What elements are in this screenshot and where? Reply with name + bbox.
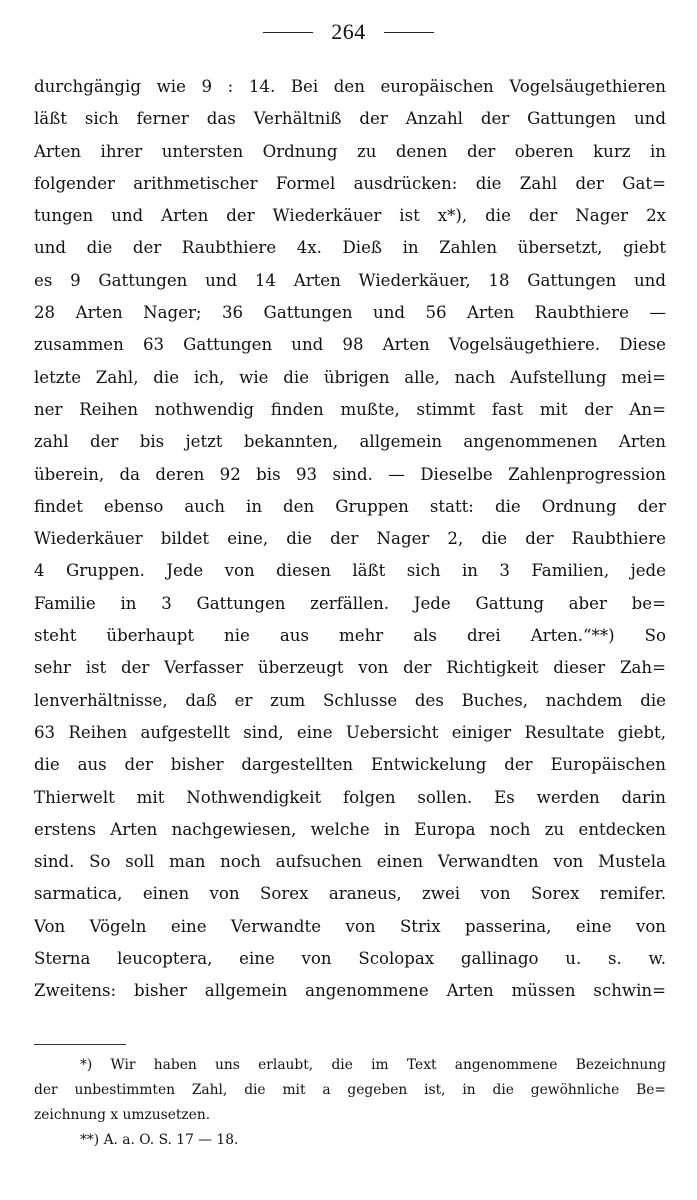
text-line: folgender arithmetischer Formel ausdrücken: die Zahl der Gat= [34,173,666,193]
text-line: Arten ihrer untersten Ordnung zu denen der oberen kurz in [34,141,666,161]
footnote-line: der unbestimmten Zahl, die mit a gegeben ist, in die gewöhnliche Be= [34,1082,666,1098]
text-line: sehr ist der Verfasser überzeugt von der Richtigkeit dieser Zah= [34,658,666,678]
text-line: zahl der bis jetzt bekannten, allgemein angenommenen Arten [34,432,666,452]
text-line: ner Reihen nothwendig finden mußte, stimmt fast mit der An= [34,399,666,419]
text-line: und die der Raubthiere 4x. Dieß in Zahlen übersetzt, giebt [34,238,666,258]
text-line: durchgängig wie 9 : 14. Bei den europäischen Vogelsäugethieren [34,77,666,96]
text-line: sind. So soll man noch aufsuchen einen Verwandten von Mustela [34,852,666,872]
text-line: 63 Reihen aufgestellt sind, eine Uebersicht einiger Resultate giebt, [34,722,666,742]
text-line: erstens Arten nachgewiesen, welche in Europa noch zu entdecken [34,819,666,839]
footnote-line: zeichnung x umzusetzen. [34,1107,211,1123]
footnotes [34,1053,666,1153]
text-line: letzte Zahl, die ich, wie die übrigen alle, nach Aufstellung mei= [34,367,666,387]
footnote-line: *) Wir haben uns erlaubt, die im Text angenommene Bezeichnung [80,1057,666,1073]
text-line: lenverhältnisse, daß er zum Schlusse des Buches, nachdem die [34,690,666,710]
text-line: Sterna leucoptera, eine von Scolopax gallinago u. s. w. [34,949,666,969]
text-line: Von Vögeln eine Verwandte von Strix passerina, eine von [34,916,666,936]
header-rule-right [384,32,434,33]
text-line: überein, da deren 92 bis 93 sind. — Dieselbe Zahlenprogression [34,464,666,484]
text-line: tungen und Arten der Wiederkäuer ist x*), die der Nager 2x [34,206,666,226]
text-line: die aus der bisher dargestellten Entwickelung der Europäischen [34,755,666,775]
text-line: Wiederkäuer bildet eine, die der Nager 2, die der Raubthiere [34,529,666,549]
header-rule-left [263,32,313,33]
text-line: Thierwelt mit Nothwendigkeit folgen sollen. Es werden darin [34,787,666,807]
text-line: 4 Gruppen. Jede von diesen läßt sich in 3 Familien, jede [34,561,666,581]
page-header [0,14,697,50]
text-line: läßt sich ferner das Verhältniß der Anzahl der Gattungen und [34,109,666,129]
text-line: Familie in 3 Gattungen zerfällen. Jede Gattung aber be= [34,593,666,613]
text-line: 28 Arten Nager; 36 Gattungen und 56 Arten Raubthiere — [34,303,666,323]
footnote-separator [34,1044,126,1045]
text-line: findet ebenso auch in den Gruppen statt: die Ordnung der [34,496,666,516]
text-line: sarmatica, einen von Sorex araneus, zwei von Sorex remifer. [34,884,666,904]
footnote-line: **) A. a. O. S. 17 — 18. [80,1132,239,1148]
text-line: Zweitens: bisher allgemein angenommene Arten müssen schwin= [34,981,666,1001]
text-line: es 9 Gattungen und 14 Arten Wiederkäuer, 18 Gattungen und [34,270,666,290]
page-number: 264 [331,19,366,44]
body-text [34,71,666,1008]
text-line: zusammen 63 Gattungen und 98 Arten Vogelsäugethiere. Diese [34,335,666,355]
text-line: steht überhaupt nie aus mehr als drei Arten.“**) So [34,626,666,646]
